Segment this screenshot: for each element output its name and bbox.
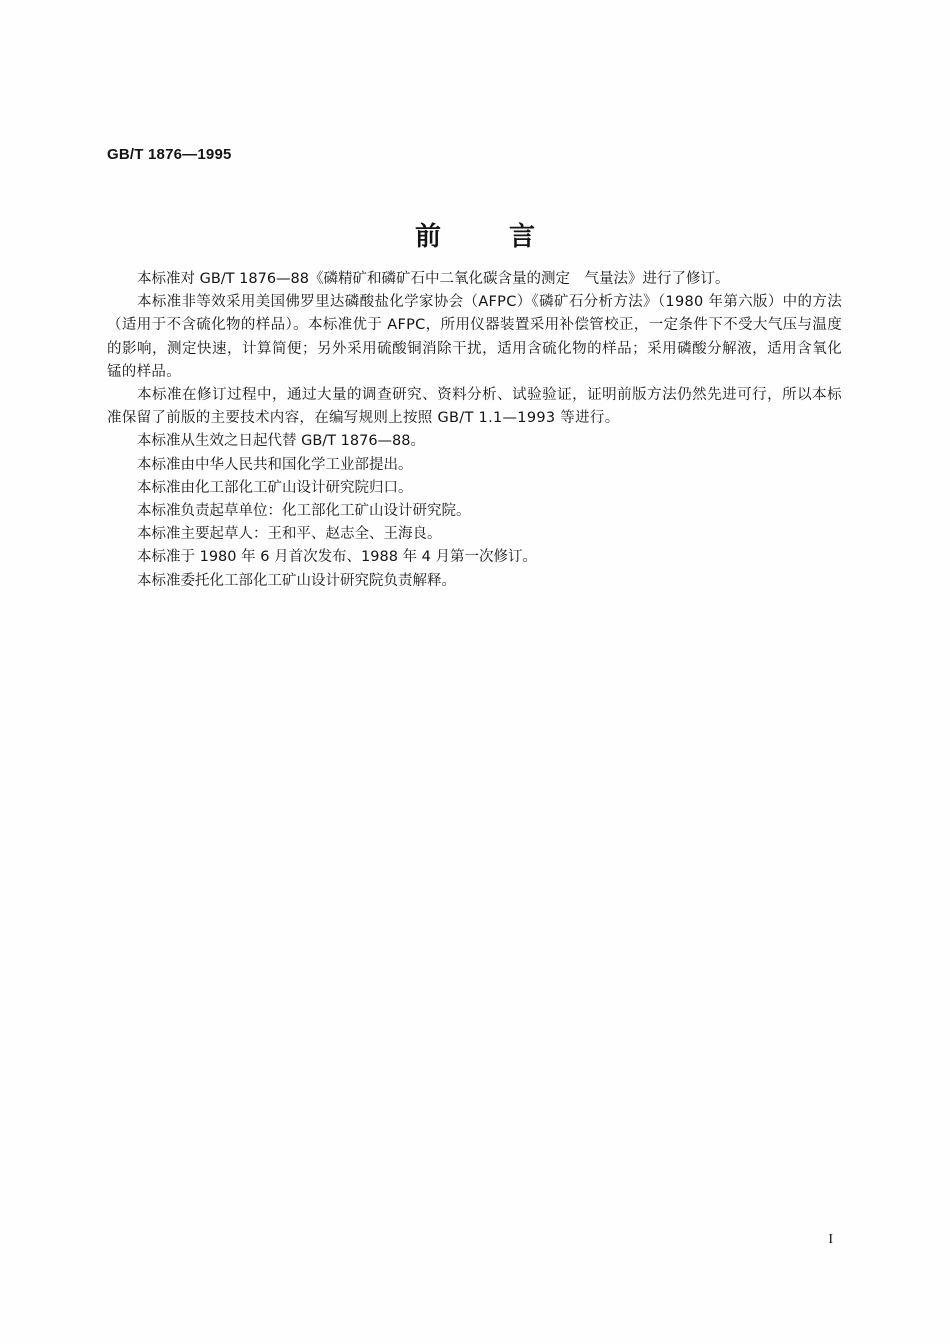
paragraph: 本标准主要起草人：王和平、赵志全、王海良。: [137, 526, 442, 543]
paragraph: 本标准对 GB/T 1876—88《磷精矿和磷矿石中二氧化碳含量的测定 气量法》进行了修订。: [137, 271, 730, 287]
standard-code: GB/T 1876—1995: [107, 146, 232, 163]
title-char-1: 前: [414, 222, 441, 252]
page-title: [0, 216, 950, 253]
paragraph: 本标准从生效之日起代替 GB/T 1876—88。: [137, 433, 425, 450]
paragraph: 本标准由化工部化工矿山设计研究院归口。: [137, 479, 413, 496]
title-char-2: 言: [509, 222, 536, 252]
foreword-body: [107, 268, 842, 593]
page-number: I: [828, 1232, 833, 1247]
paragraph: 本标准于 1980 年 6 月首次发布、1988 年 4 月第一次修订。: [137, 549, 538, 566]
paragraph: 本标准委托化工部化工矿山设计研究院负责解释。: [137, 572, 456, 589]
paragraph: 本标准在修订过程中，通过大量的调查研究、资料分析、试验验证，证明前版方法仍然先进可行，所以本标准保留了前版的主要技术内容，在编写规则上按照 GB/T 1.1—1993 等进行。: [107, 387, 842, 427]
paragraph: 本标准负责起草单位：化工部化工矿山设计研究院。: [137, 503, 471, 520]
paragraph: 本标准由中华人民共和国化学工业部提出。: [137, 456, 413, 473]
paragraph: 本标准非等效采用美国佛罗里达磷酸盐化学家协会（AFPC）《磷矿石分析方法》（1980 年第六版）中的方法（适用于不含硫化物的样品）。本标准优于 AFPC，所用仪器装置采用补偿管校正，一定条件下不受大气压与温度的影响，测定快速，计算简便；另外采用硫酸铜消除干扰，适用含硫化物的样品；采用磷酸分解液，适用含氧化锰的样品。: [107, 294, 842, 380]
